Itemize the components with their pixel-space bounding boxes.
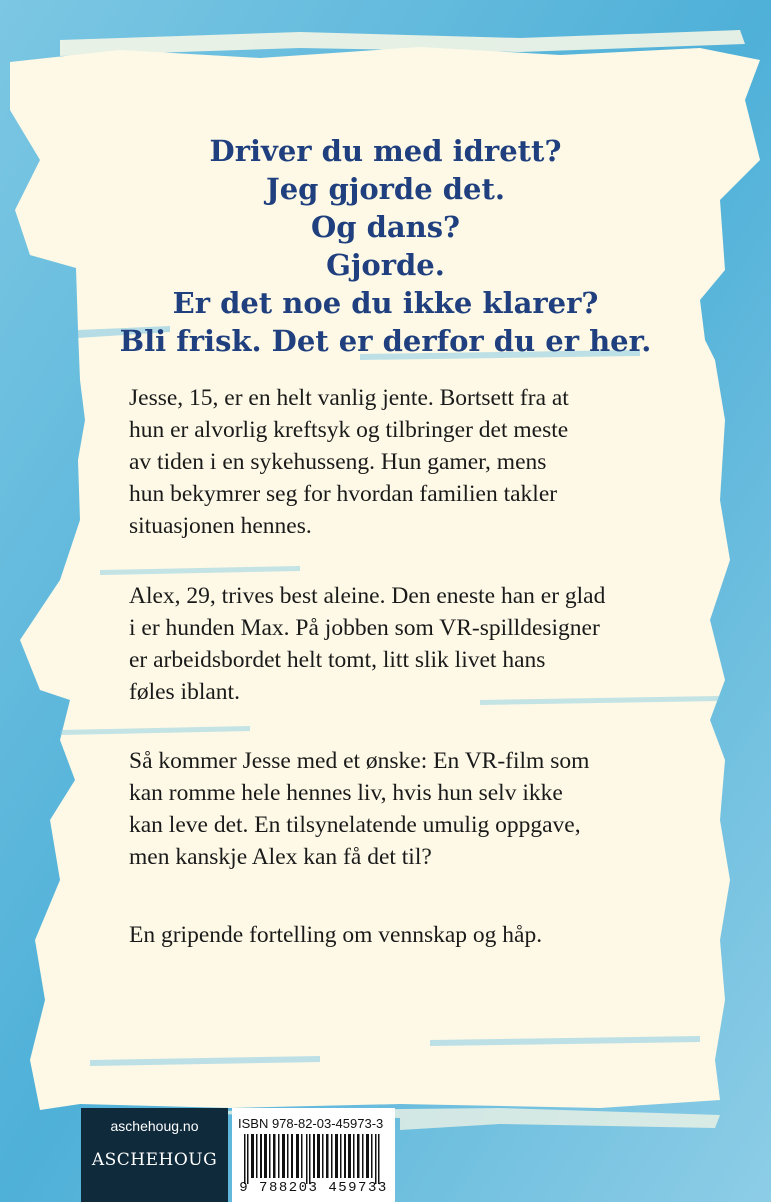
blurb-line: Jesse, 15, er en helt vanlig jente. Bortsett fra at bbox=[129, 385, 569, 411]
publisher-url: aschehoug.no bbox=[110, 1118, 199, 1134]
blurb-line: er arbeidsbordet helt tomt, litt slik livet hans bbox=[129, 647, 546, 673]
blurb-line: av tiden i en sykehusseng. Hun gamer, mens bbox=[129, 449, 547, 475]
blurb-paragraph-2 bbox=[129, 580, 649, 708]
barcode-icon bbox=[238, 1134, 388, 1184]
blurb-line: føles iblant. bbox=[129, 679, 240, 705]
blurb-line: i er hunden Max. På jobben som VR-spilldesigner bbox=[129, 615, 600, 641]
isbn-label: ISBN 978-82-03-45973-3 bbox=[238, 1116, 384, 1131]
blurb-line: kan leve det. En tilsynelatende umulig oppgave, bbox=[129, 812, 581, 838]
blurb-line: hun er alvorlig kreftsyk og tilbringer det meste bbox=[129, 417, 569, 443]
quote-line: Jeg gjorde det. bbox=[266, 172, 505, 206]
blurb-line: kan romme hele hennes liv, hvis hun selv ikke bbox=[129, 780, 563, 806]
barcode-box bbox=[232, 1108, 395, 1202]
quote-block bbox=[0, 132, 771, 360]
blurb-paragraph-1 bbox=[129, 382, 649, 542]
publisher-logo: ASCHEHOUG bbox=[91, 1150, 218, 1170]
publisher-box bbox=[81, 1108, 228, 1202]
blurb-line: En gripende fortelling om vennskap og håp. bbox=[129, 922, 543, 948]
blurb-line: men kanskje Alex kan få det til? bbox=[129, 844, 432, 870]
quote-line: Er det noe du ikke klarer? bbox=[172, 286, 599, 320]
barcode-number: 9 788203 459733 bbox=[239, 1180, 388, 1196]
quote-line: Bli frisk. Det er derfor du er her. bbox=[119, 324, 652, 358]
blurb-line: Så kommer Jesse med et ønske: En VR-film som bbox=[129, 748, 590, 774]
blurb-paragraph-4 bbox=[129, 919, 649, 951]
blurb-paragraph-3 bbox=[129, 745, 649, 873]
quote-line: Og dans? bbox=[310, 210, 461, 244]
blurb-line: hun bekymrer seg for hvordan familien takler bbox=[129, 481, 558, 507]
blurb-line: Alex, 29, trives best aleine. Den eneste han er glad bbox=[129, 583, 606, 609]
quote-line: Driver du med idrett? bbox=[209, 134, 562, 168]
quote-line: Gjorde. bbox=[326, 248, 445, 282]
blurb-line: situasjonen hennes. bbox=[129, 513, 312, 539]
